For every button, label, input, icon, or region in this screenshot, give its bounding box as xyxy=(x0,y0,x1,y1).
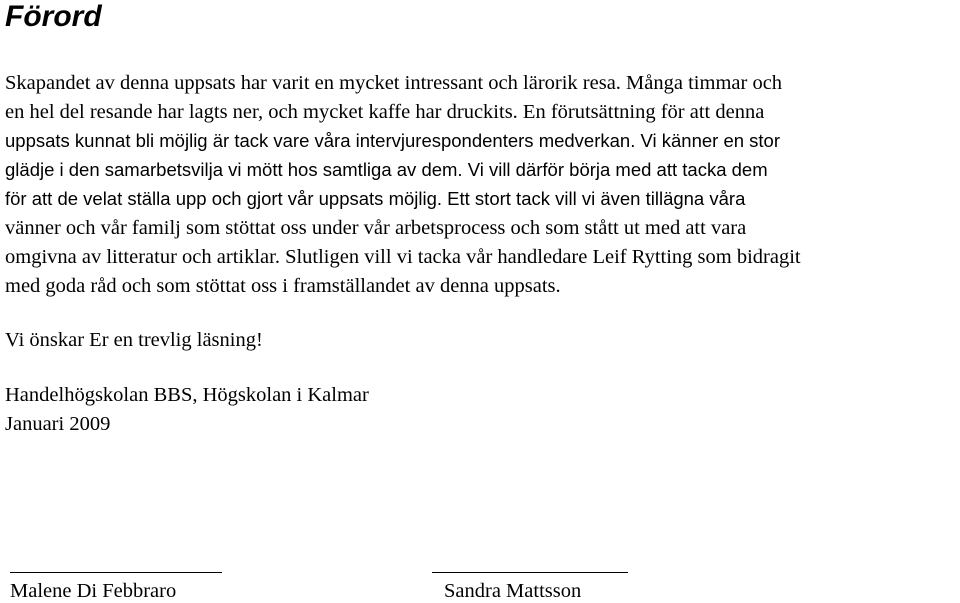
paragraph-line: med goda råd och som stöttat oss i framställandet av denna uppsats. xyxy=(5,275,561,297)
signature-name: Sandra Mattsson xyxy=(444,580,582,602)
signature-name: Malene Di Febbraro xyxy=(10,580,177,602)
paragraph-line: en hel del resande har lagts ner, och mycket kaffe har druckits. En förutsättning för att denna xyxy=(5,101,765,123)
paragraph-line: omgivna av litteratur och artiklar. Slutligen vill vi tacka vår handledare Leif Rytting som bidragit xyxy=(5,246,801,268)
date-line: Januari 2009 xyxy=(5,413,111,435)
institution-line: Handelhögskolan BBS, Högskolan i Kalmar xyxy=(5,384,369,406)
signature-line xyxy=(10,572,222,573)
paragraph-line: vänner och vår familj som stöttat oss under vår arbetsprocess och som stått ut med att vara xyxy=(5,217,747,239)
paragraph-line: för att de velat ställa upp och gjort vår uppsats möjlig. Ett stort tack vill vi även tillägna våra xyxy=(5,188,746,209)
paragraph-line: glädje i den samarbetsvilja vi mött hos samtliga av dem. Vi vill därför börja med att tacka dem xyxy=(5,159,768,180)
signature-line xyxy=(432,572,628,573)
closing-line: Vi önskar Er en trevlig läsning! xyxy=(5,329,263,351)
paragraph-line: Skapandet av denna uppsats har varit en mycket intressant och lärorik resa. Många timmar och xyxy=(5,72,783,94)
paragraph-line: uppsats kunnat bli möjlig är tack vare våra intervjurespondenters medverkan. Vi känner en stor xyxy=(5,130,781,151)
page-title: Förord xyxy=(5,0,102,33)
